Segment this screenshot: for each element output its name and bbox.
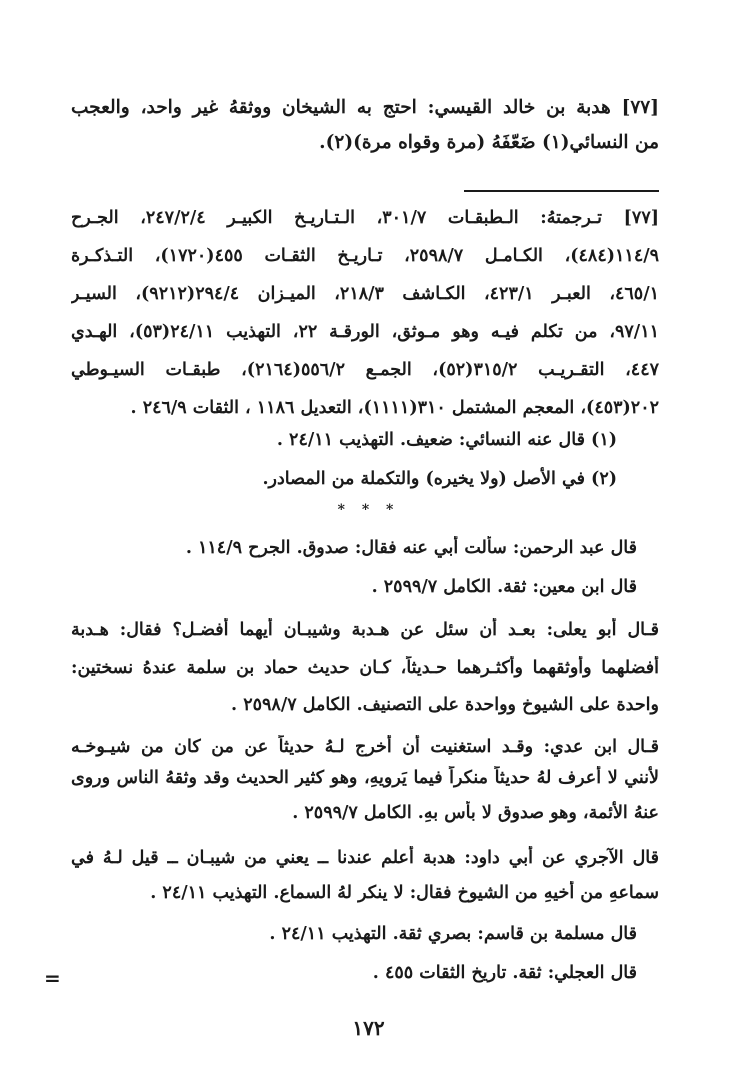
quote-line: أفضلهما وأوثقهما وأكثـرهما حـديثاً، كـان حديث حماد بن سلمة عندهُ نسختين: bbox=[71, 658, 659, 678]
quote-line: عنهُ الأئمة، وهو صدوق لا بأس بهِ. الكامل ٢٥٩٩/٧ . bbox=[292, 803, 659, 823]
quote-line: قـال أبو يعلى: بعـد أن سئل عن هـدبة وشيبـان أيهما أفضـل؟ فقال: هـدبة bbox=[71, 620, 659, 640]
quote-line: سماعهِ من أخيهِ من الشيوخ فقال: لا ينكر لهُ السماع. التهذيب ٢٤/١١ . bbox=[150, 883, 659, 903]
sources-line: ٩٧/١١، من تكلم فيـه وهو مـوثق، الورقـة ٢٢، التهذيب ٢٤/١١(٥٣)، الهـدي bbox=[71, 322, 659, 342]
sources-line: ١١٤/٩(٤٨٤)، الكـامـل ٢٥٩٨/٧، تـاريـخ الثقـات ٤٥٥(١٧٢٠)، التـذكـرة bbox=[71, 246, 659, 266]
quote-line: قـال ابن عدي: وقـد استغنيت أن أخرج لـهُ حديثاً عن من كان من شيـوخـه bbox=[71, 737, 659, 757]
footnote-1: (١) قال عنه النسائي: ضعيف. التهذيب ٢٤/١١ . bbox=[276, 430, 617, 450]
quote-line: قال مسلمة بن قاسم: بصري ثقة. التهذيب ٢٤/١١ . bbox=[269, 924, 637, 944]
quote-line: قال عبد الرحمن: سألت أبي عنه فقال: صدوق. الجرح ١١٤/٩ . bbox=[185, 538, 637, 558]
sources-line: ٢٠٢(٤٥٣)، المعجم المشتمل ٣١٠(١١١١)، التعديل ١١٨٦ ، الثقات ٢٤٦/٩ . bbox=[130, 398, 659, 418]
sources-line: ٤٦٥/١، العبـر ٤٢٣/١، الكـاشف ٢١٨/٣، الميـزان ٢٩٤/٤(٩٢١٢)، السيـر bbox=[71, 284, 659, 304]
entry-line: من النسائي(١) ضَعّفَهُ (مرة وقواه مرة)(٢). bbox=[319, 132, 659, 153]
sources-line: ٤٤٧، التقـريـب ٣١٥/٢(٥٢)، الجمـع ٥٥٦/٢(٢١٦٤)، طبقـات السيـوطي bbox=[71, 360, 659, 380]
quote-line: لأنني لا أعرف لهُ حديثاً منكراً فيما يَرويهِ، وهو كثير الحديث وقد وثقهُ الناس وروى bbox=[71, 768, 659, 788]
entry-line: [٧٧] هدبة بن خالد القيسي: احتج به الشيخان ووثقهُ غير واحد، والعجب bbox=[71, 97, 659, 118]
footnote-separator-rule bbox=[464, 190, 659, 192]
page-number: ١٧٢ bbox=[352, 1016, 385, 1040]
quote-line: قال الآجري عن أبي داود: هدبة أعلم عندنا ــ يعني من شيبـان ــ قيل لـهُ في bbox=[71, 848, 659, 868]
quote-line: قال العجلي: ثقة. تاريخ الثقات ٤٥٥ . bbox=[372, 963, 637, 983]
section-separator: * * * bbox=[337, 502, 400, 518]
sources-line: [٧٧] تـرجمتهُ: الـطبقـات ٣٠١/٧، الـتـاريـخ الكبيـر ٢٤٧/٢/٤، الجـرح bbox=[71, 208, 659, 228]
quote-line: قال ابن معين: ثقة. الكامل ٢٥٩٩/٧ . bbox=[371, 577, 637, 597]
continuation-mark: = bbox=[44, 966, 61, 990]
quote-line: واحدة على الشيوخ وواحدة على التصنيف. الكامل ٢٥٩٨/٧ . bbox=[231, 695, 659, 715]
footnote-2: (٢) في الأصل (ولا يخيره) والتكملة من المصادر. bbox=[262, 469, 617, 489]
